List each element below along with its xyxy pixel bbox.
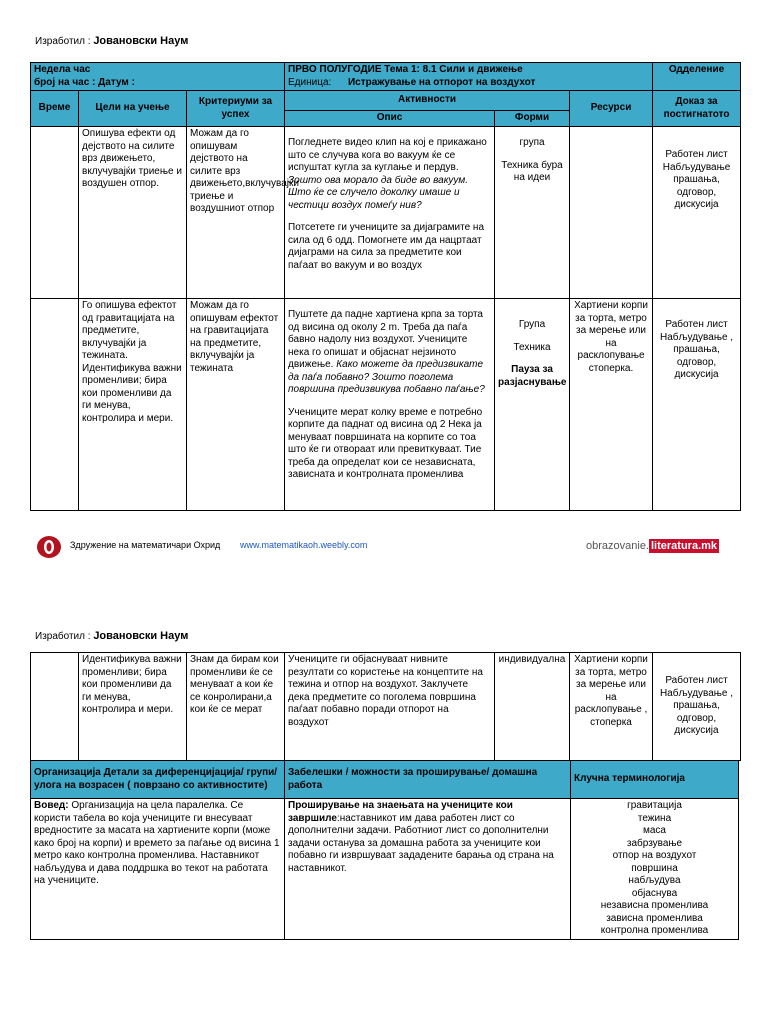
goal-cell: Идентификува важни променливи; бира кои променливи да ги менува, контролира и мери. [79, 653, 187, 761]
association-link[interactable]: www.matematikaoh.weebly.com [240, 540, 368, 550]
lesson-plan-table [30, 62, 741, 511]
criteria-cell: Можам да го опишувам ефектот на гравитацијата на предметите, вклучувајќи ја тежината [187, 299, 285, 511]
table-row [31, 299, 741, 511]
description-header: Опис [285, 111, 495, 127]
criteria-cell: Знам да бирам кои променливи ќе се менуваат а кои ќе се конролирани,а кои ќе се мерат [187, 653, 285, 761]
time-cell [31, 127, 79, 299]
organization-cell: Вовед: Организација на цела паралелка. Се користи табела во која учениците ги внесуваат вредностите за масата на хартиените корпи (може како број на корпи) и времето за паѓање од висина 1 метро како контролна променлива. Наставникот набљудува и дава поддршка во текот на работата на учениците. [31, 799, 285, 940]
association-name: Здружение на математичари Охрид [70, 540, 221, 550]
resources-cell [570, 127, 653, 299]
resources-cell: Хартиени корпи за торта, метро за мерење или на расклопување стоперка. [570, 299, 653, 511]
notes-header: Забелешки / можности за проширување/ домашна работа [285, 761, 571, 799]
terminology-header: Клучна терминологија [571, 761, 739, 799]
class-cell: Одделение [653, 63, 741, 91]
organization-header: Организација Детали за диференцијација/ групи/ улога на возрасен ( поврзано со активностите) [31, 761, 285, 799]
term-item: набљудува [628, 875, 681, 886]
author-line [35, 35, 188, 47]
goals-header: Цели на учење [79, 91, 187, 127]
goal-cell: Опишува ефекти од дејството на силите врз движењето, вклучувајќи триење и воздушен отпор. [79, 127, 187, 299]
forms-cell: група Техника бура на идеи [495, 127, 570, 299]
brand-logo: obrazovanie. literatura.mk [586, 540, 718, 552]
forms-cell: Група Техника Пауза за разјаснување [495, 299, 570, 511]
author-label: Изработил : [35, 631, 91, 642]
term-item: гравитација [627, 800, 682, 811]
description-cell: Пуштете да падне хартиена крпа за торта од висина од околу 2 m. Треба да паѓа бавно надолу низ воздухот. Учениците нека го опишат и објаснат нејзиното движење. Како можете да предизвикате да паѓа побавно? Зошто поголема површина предизвикува побавно паѓање? Учениците мерат колку време е потребно корпите да паднат од висина од 2 Нека ја менуваат површината на корпите со тоа што ќе ги отвораат или превиткуваат. Тие треба да определат кои се независната, зависната и контролната променлива [285, 299, 495, 511]
author-name: Јовановски Наум [93, 35, 189, 47]
description-cell: Учениците ги објаснуваат нивните резултати со користење на концептите на тежина и отпор на воздухот. Заклучете дека предметите со поголема површина паѓаат побавно поради отпорот на воздухот [285, 653, 495, 761]
term-item: маса [643, 825, 666, 836]
terminology-cell [571, 799, 739, 940]
week-lesson-cell: Недела час број на час : Датум : [31, 63, 285, 91]
time-cell [31, 653, 79, 761]
notes-cell: Проширување на знаењата на учениците кои завршиле:наставникот им дава работен лист со дополнителни задачи. Работниот лист со дополнителни задачи останува за домашна работа за учениците кои побавно ги извршуваат зададените барања од страна на наставникот. [285, 799, 571, 940]
activities-header: Активности [285, 91, 570, 111]
term-item: зависна променлива [606, 912, 703, 924]
association-logo-icon [35, 534, 63, 560]
time-header: Време [31, 91, 79, 127]
evidence-header: Доказ за постигнатото [653, 91, 741, 127]
author-name: Јовановски Наум [93, 630, 189, 642]
description-cell: Погледнете видео клип на кој е прикажано што се случува кога во вакуум ќе се испуштат кугла за куглање и пердув. Зошто ова морало да биде во вакуум. Што ќе се случело доколку имаше и честици воздух помеѓу нив? Потсетете ги учениците за дијаграмите на сила од 6 одд. Помогнете им да нацртаат дијаграми на сила за предметите кои паѓаат во вакуум и во воздух [285, 127, 495, 299]
time-cell [31, 299, 79, 511]
term-item: тежина [637, 812, 672, 824]
resources-cell: Хартиени корпи за торта, метро за мерење или на расклопување , стоперка [570, 653, 653, 761]
term-item: површина [631, 862, 678, 874]
term-item: објаснува [631, 887, 678, 899]
author-label: Изработил : [35, 36, 91, 47]
resources-header: Ресурси [570, 91, 653, 127]
criteria-cell: Можам да го опишувам дејството на силите врз движењето,вклучувајќи триење и воздушниот отпор [187, 127, 285, 299]
page-footer [0, 532, 768, 562]
lesson-plan-table-continued [30, 652, 741, 761]
table-row [31, 653, 741, 761]
organization-table [30, 760, 739, 940]
term-item: контролна променлива [600, 925, 709, 936]
topic-cell: ПРВО ПОЛУГОДИЕ Тема 1: 8.1 Сили и движење Единица: Истражување на отпорот на воздухот [285, 63, 653, 91]
evidence-cell: Работен лист Набљудување , прашања, одговор, дискусија [653, 299, 741, 511]
forms-header: Форми [495, 111, 570, 127]
criteria-header: Критериуми за успех [187, 91, 285, 127]
forms-cell: индивидуална [495, 653, 570, 761]
term-item: отпор на воздухот [612, 850, 697, 861]
table-row [31, 127, 741, 299]
term-item: забрзување [626, 837, 683, 849]
goal-cell: Го опишува ефектот од гравитацијата на предметите, вклучувајќи ја тежината. Идентификува важни променливи; бира кои променливи да ги менува, контролира и мери. [79, 299, 187, 511]
evidence-cell: Работен лист Набљудување прашања, одговор, дискусија [653, 127, 741, 299]
author-line [35, 630, 188, 642]
term-item: независна променлива [600, 900, 709, 911]
evidence-cell: Работен лист Набљудување , прашања, одговор, дискусија [653, 653, 741, 761]
